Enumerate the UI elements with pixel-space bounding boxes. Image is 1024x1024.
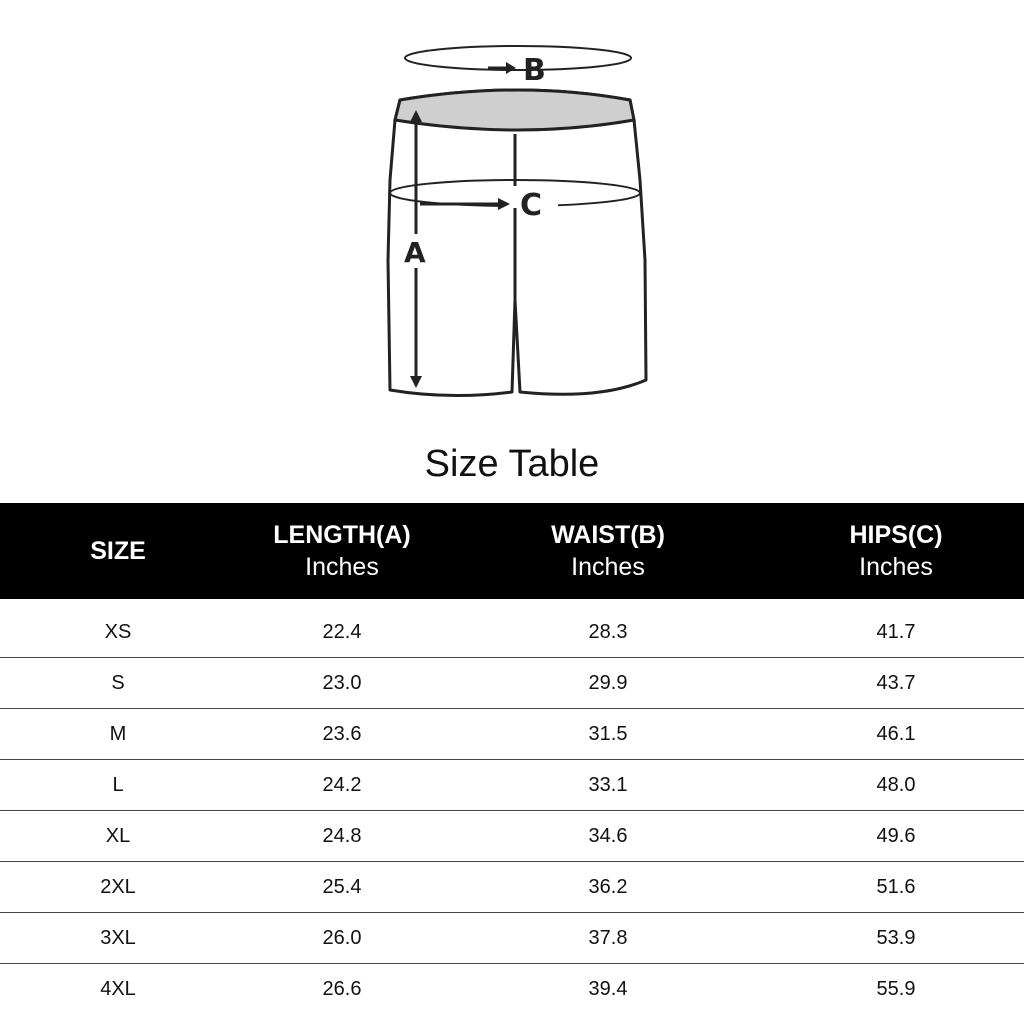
- waistband: [395, 90, 634, 130]
- cell-size: L: [0, 760, 236, 811]
- cell-hips: 51.6: [768, 862, 1024, 913]
- cell-length: 26.6: [322, 977, 362, 1000]
- cell-length: 25.4: [236, 862, 448, 913]
- cell-length: 23.6: [236, 709, 448, 760]
- cell-size: XL: [0, 811, 236, 862]
- table-row: [0, 862, 1024, 913]
- header-hips-unit: Inches: [859, 553, 933, 581]
- cell-size: XS: [0, 607, 236, 658]
- header-waist-unit: Inches: [571, 553, 645, 581]
- cell-hips: 43.7: [768, 658, 1024, 709]
- table-row: [0, 607, 1024, 658]
- cell-waist: 34.6: [448, 811, 768, 862]
- header-waist: [448, 503, 768, 599]
- header-hips: [768, 503, 1024, 599]
- cell-waist: 36.2: [448, 862, 768, 913]
- cell-length: 24.8: [236, 811, 448, 862]
- label-b: B: [523, 53, 546, 88]
- cell-length: 23.0: [236, 658, 448, 709]
- table-row: [0, 760, 1024, 811]
- cell-hips: 41.7: [768, 607, 1024, 658]
- table-row: [0, 811, 1024, 862]
- cell-waist: 28.3: [448, 607, 768, 658]
- cell-length: 24.2: [236, 760, 448, 811]
- cell-hips: 55.9: [876, 977, 916, 1000]
- label-c: C: [520, 188, 543, 223]
- cell-size: M: [0, 709, 236, 760]
- cell-length: 26.0: [236, 913, 448, 964]
- cell-size: 2XL: [0, 862, 236, 913]
- header-size: [0, 503, 236, 599]
- cell-hips: 53.9: [768, 913, 1024, 964]
- table-row: [0, 709, 1024, 760]
- size-table: [0, 503, 1024, 1014]
- cell-waist: 29.9: [448, 658, 768, 709]
- table-row: [0, 913, 1024, 964]
- table-row: [0, 658, 1024, 709]
- cell-waist: 39.4: [588, 977, 628, 1000]
- header-hips-label: HIPS(C): [849, 521, 943, 549]
- cell-waist: 37.8: [448, 913, 768, 964]
- table-row: [0, 964, 1024, 1015]
- table-body: [0, 599, 1024, 1014]
- cell-size: S: [0, 658, 236, 709]
- shorts-measurement-diagram: [0, 0, 1024, 430]
- cell-size: 3XL: [0, 913, 236, 964]
- page-title: Size Table: [424, 443, 600, 485]
- header-length-label: LENGTH(A): [273, 521, 411, 549]
- cell-hips: 46.1: [768, 709, 1024, 760]
- cell-hips: 48.0: [768, 760, 1024, 811]
- header-length: [236, 503, 448, 599]
- cell-waist: 31.5: [448, 709, 768, 760]
- header-size-label: SIZE: [90, 537, 146, 565]
- cell-size: 4XL: [100, 977, 136, 1000]
- header-length-unit: Inches: [305, 553, 379, 581]
- shorts-illustration: [0, 0, 1024, 430]
- table-header: [0, 503, 1024, 599]
- header-waist-label: WAIST(B): [551, 521, 665, 549]
- cell-length: 22.4: [236, 607, 448, 658]
- label-a: A: [404, 236, 426, 269]
- cell-waist: 33.1: [448, 760, 768, 811]
- cell-hips: 49.6: [768, 811, 1024, 862]
